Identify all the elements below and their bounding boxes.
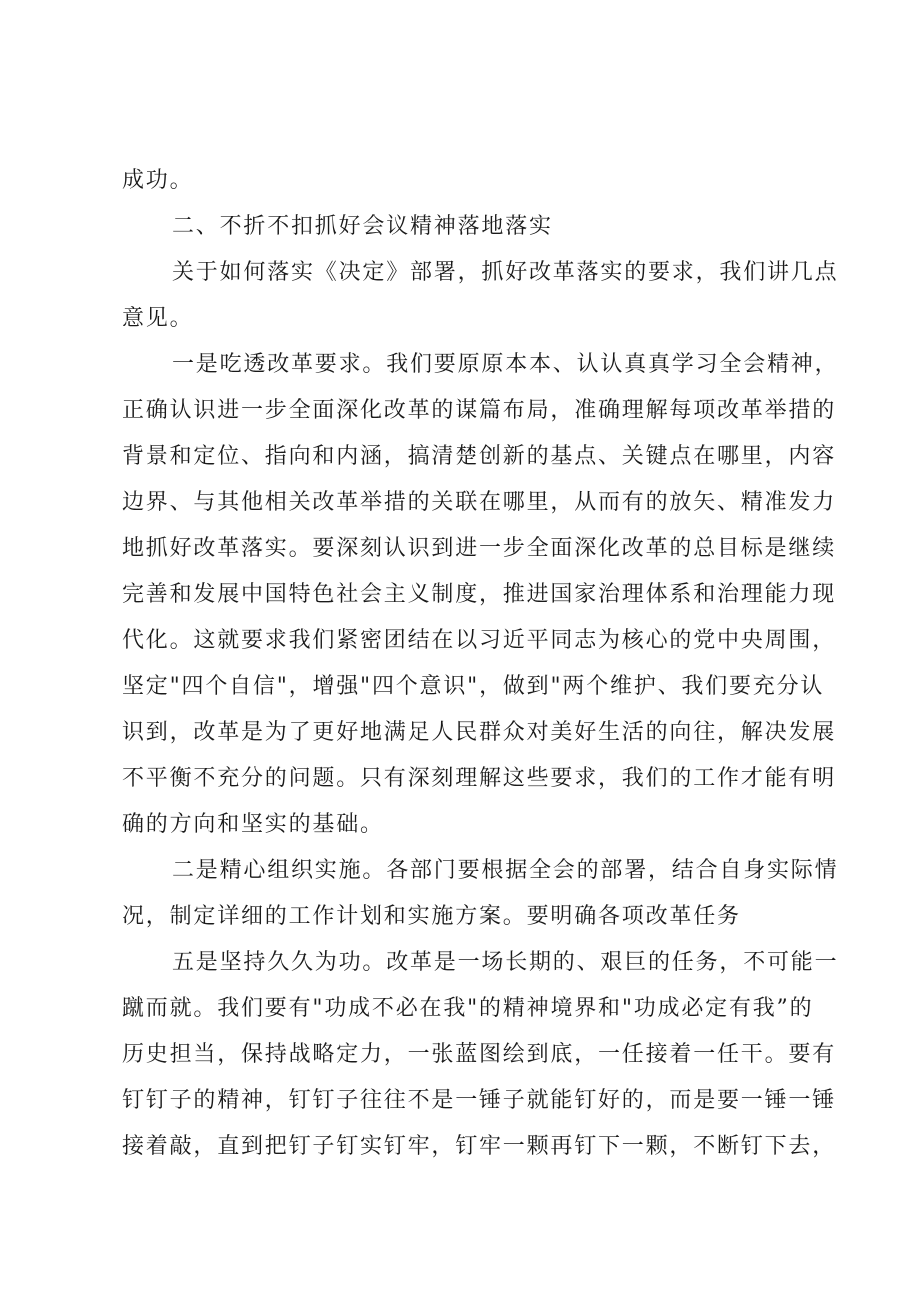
text-line: 接着敲，直到把钉子钉实钉牢，钉牢一颗再钉下一颗，不断钉下去，	[122, 1134, 837, 1159]
text-line: 背景和定位、指向和内涵，搞清楚创新的基点、关键点在哪里，内容	[122, 444, 837, 469]
text-line: 况，制定详细的工作计划和实施方案。要明确各项改革任务	[122, 904, 741, 929]
section-heading: 二、不折不扣抓好会议精神落地落实	[172, 214, 553, 239]
text-line: 代化。这就要求我们紧密团结在以习近平同志为核心的党中央周围，	[122, 628, 837, 653]
document-body	[122, 158, 839, 1170]
text-line: 意见。	[122, 306, 194, 331]
text-line: 边界、与其他相关改革举措的关联在哪里，从而有的放矢、精准发力	[122, 490, 837, 515]
text-line: 识到，改革是为了更好地满足人民群众对美好生活的向往，解决发展	[122, 720, 837, 745]
text-line: 正确认识进一步全面深化改革的谋篇布局，准确理解每项改革举措的	[122, 398, 837, 423]
text-line: 五是坚持久久为功。改革是一场长期的、艰巨的任务，不可能一	[172, 950, 839, 975]
text-line: 坚定"四个自信"，增强"四个意识"，做到"两个维护、我们要充分认	[122, 674, 825, 699]
text-line: 一是吃透改革要求。我们要原原本本、认认真真学习全会精神，	[172, 352, 839, 377]
text-line: 历史担当，保持战略定力，一张蓝图绘到底，一任接着一任干。要有	[122, 1042, 837, 1067]
text-line: 二是精心组织实施。各部门要根据全会的部署，结合自身实际情	[172, 858, 839, 883]
text-line: 关于如何落实《决定》部署，抓好改革落实的要求，我们讲几点	[172, 260, 839, 285]
text-line: 蹴而就。我们要有"功成不必在我"的精神境界和"功成必定有我”的	[122, 996, 814, 1021]
text-line: 钉钉子的精神，钉钉子往往不是一锤子就能钉好的，而是要一锤一锤	[122, 1088, 837, 1113]
text-line: 地抓好改革落实。要深刻认识到进一步全面深化改革的总目标是继续	[122, 536, 837, 561]
text-line: 成功。	[122, 168, 194, 193]
text-line: 不平衡不充分的问题。只有深刻理解这些要求，我们的工作才能有明	[122, 766, 837, 791]
text-line: 确的方向和坚实的基础。	[122, 812, 384, 837]
text-line: 完善和发展中国特色社会主义制度，推进国家治理体系和治理能力现	[122, 582, 837, 607]
